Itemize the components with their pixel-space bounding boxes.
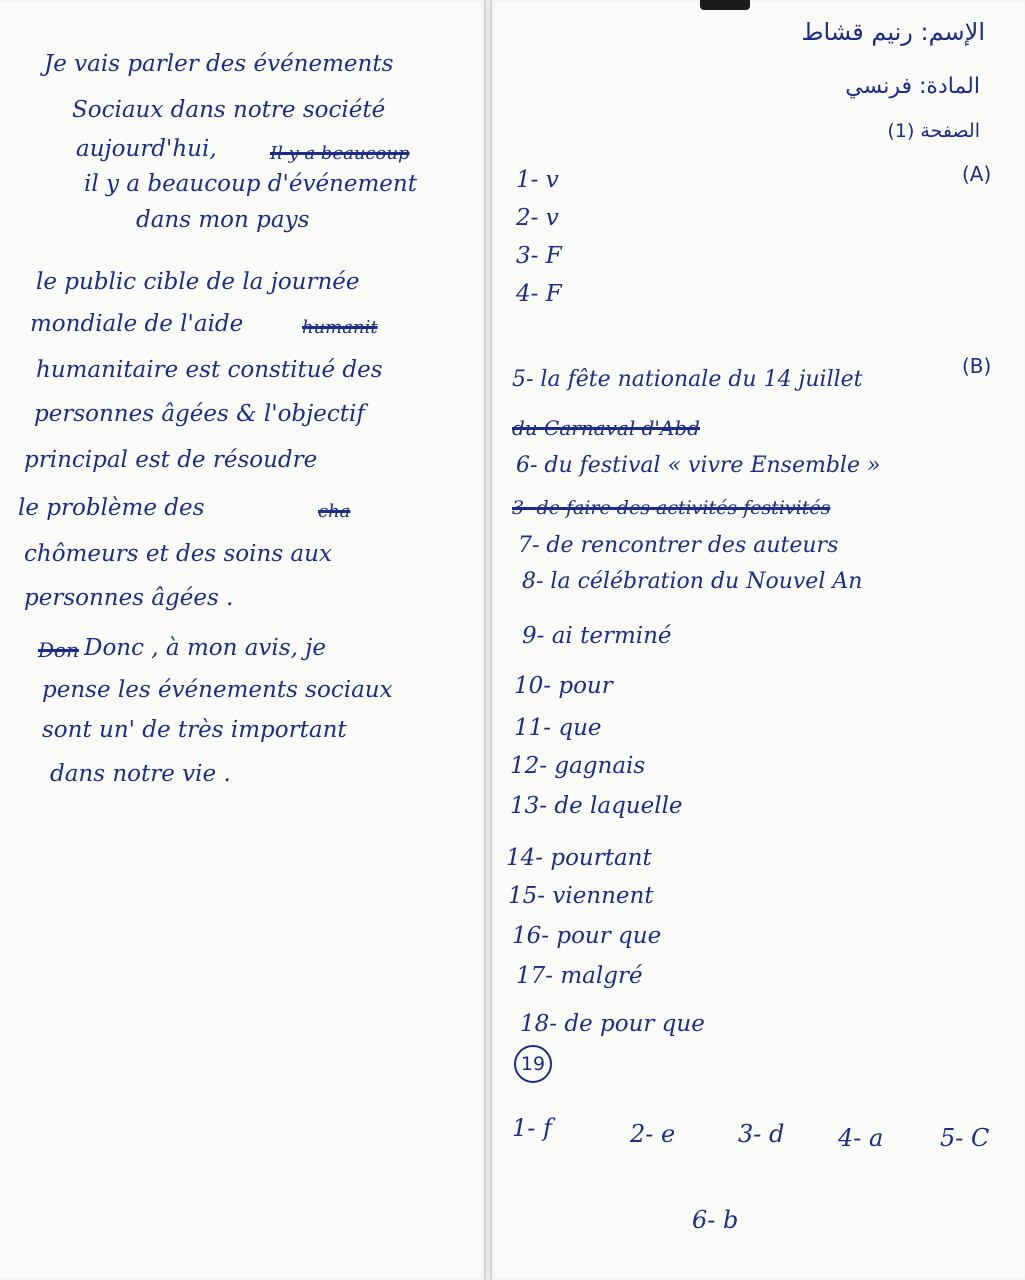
student-name: الإسم: رنيم قشاط [801, 18, 985, 46]
essay-line: pense les événements sociaux [42, 677, 393, 703]
answer-item: 7- de rencontrer des auteurs [518, 533, 839, 558]
answer-item: 10- pour [514, 673, 613, 699]
essay-line: personnes âgées . [24, 585, 234, 611]
subject-line: المادة: فرنسي [845, 74, 980, 99]
essay-line: sont un' de très important [42, 717, 347, 743]
answer-item: 3- F [516, 243, 562, 269]
match-item: 6- b [692, 1206, 739, 1234]
crossed-out-text: cha [318, 501, 351, 522]
page-number-line: الصفحة (1) [887, 120, 980, 142]
match-item: 1- f [512, 1114, 552, 1142]
answer-item: 12- gagnais [510, 753, 646, 779]
binder-clip [700, 0, 750, 10]
answer-item: 5- la fête nationale du 14 juillet [512, 367, 863, 392]
crossed-out-text: Don [38, 638, 79, 662]
match-item: 2- e [630, 1120, 676, 1148]
essay-line: principal est de résoudre [24, 447, 318, 473]
essay-line: aujourd'hui, [76, 136, 217, 162]
match-item: 5- C [940, 1124, 990, 1152]
circled-question-number: 19 [514, 1045, 552, 1083]
crossed-out-text: humanit [302, 317, 378, 338]
answer-item: 13- de laquelle [510, 793, 683, 819]
match-item: 3- d [738, 1120, 785, 1148]
essay-line: le problème des [18, 495, 205, 521]
answer-item: 17- malgré [516, 963, 643, 989]
essay-line: le public cible de la journée [36, 269, 360, 295]
essay-line: humanitaire est constitué des [36, 357, 383, 383]
answer-item: 6- du festival « vivre Ensemble » [516, 453, 881, 478]
answer-item: 9- ai terminé [522, 623, 672, 649]
page-fold [484, 0, 492, 1280]
section-a-label: (A) [962, 162, 992, 186]
essay-line: personnes âgées & l'objectif [34, 401, 365, 427]
answer-item: 14- pourtant [506, 845, 652, 871]
section-b-label: (B) [962, 354, 992, 378]
answer-item: 15- viennent [508, 883, 654, 909]
crossed-out-answer: du Carnaval d'Abd [512, 416, 700, 440]
essay-line: Donc , à mon avis, je [84, 635, 326, 661]
answer-item: 8- la célébration du Nouvel An [522, 569, 863, 594]
essay-line: dans mon pays [136, 207, 310, 233]
answer-item: 2- v [516, 205, 559, 231]
answer-item: 11- que [514, 715, 602, 741]
essay-line: il y a beaucoup d'événement [84, 171, 417, 197]
match-item: 4- a [838, 1124, 884, 1152]
crossed-out-text: Il y a beaucoup [270, 143, 410, 164]
essay-line: chômeurs et des soins aux [24, 541, 332, 567]
answer-item: 1- v [516, 167, 559, 193]
essay-line: Je vais parler des événements [44, 51, 394, 77]
crossed-out-answer: 3- de faire des activités festivités [512, 497, 831, 519]
answer-item: 4- F [516, 281, 562, 307]
answer-item: 16- pour que [512, 923, 662, 949]
essay-line: mondiale de l'aide [30, 311, 244, 337]
essay-line: Sociaux dans notre société [72, 97, 386, 123]
answer-item: 18- de pour que [520, 1011, 705, 1037]
essay-line: dans notre vie . [50, 761, 231, 787]
